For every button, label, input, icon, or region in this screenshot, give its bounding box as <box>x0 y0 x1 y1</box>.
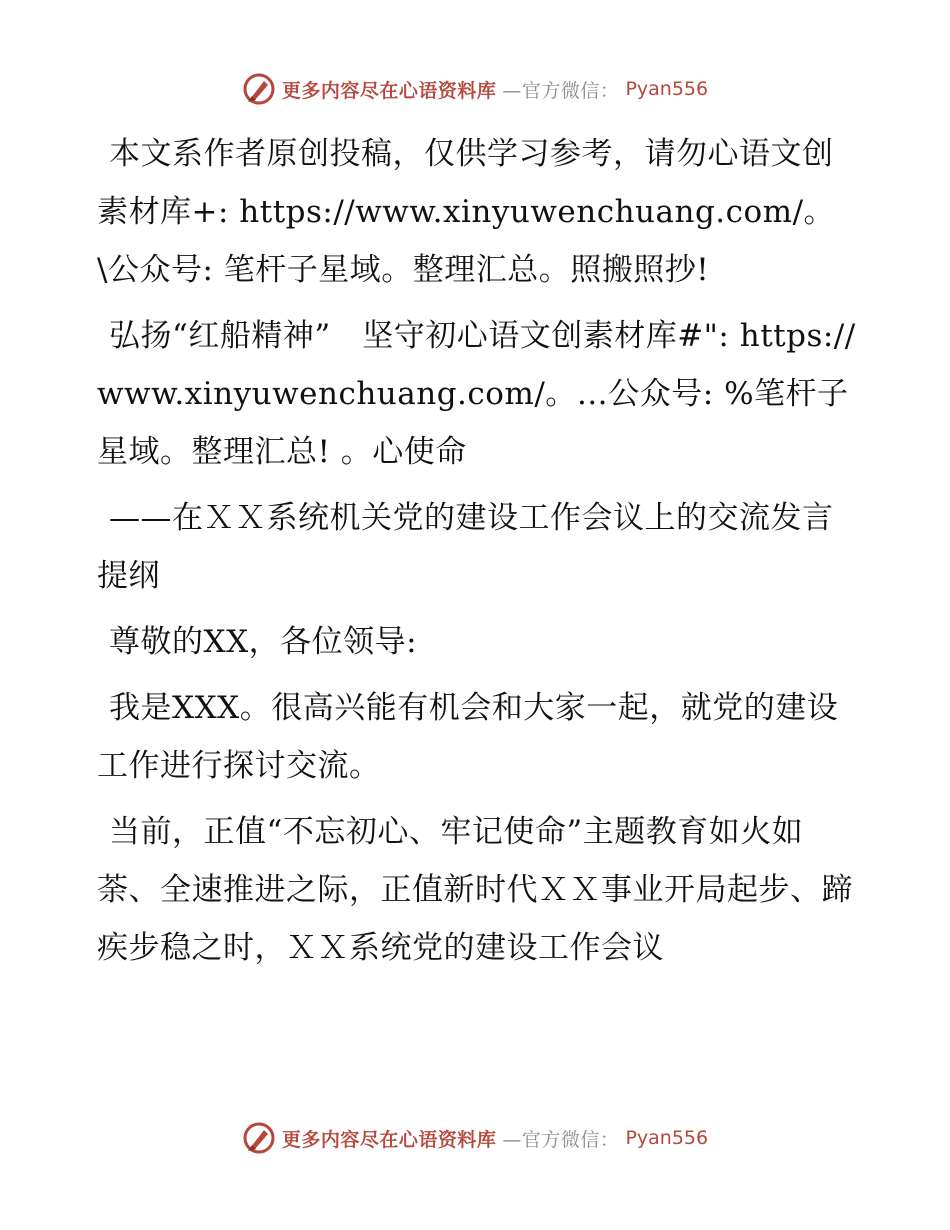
pen-logo-icon <box>242 1121 276 1155</box>
paragraph-subtitle: ——在ＸＸ系统机关党的建设工作会议上的交流发言提纲 <box>97 500 834 594</box>
paragraph-salutation: 尊敬的XX，各位领导: <box>109 624 418 660</box>
paragraph-disclaimer: 本文系作者原创投稿，仅供学习参考，请勿心语文创素材库+: https://www.xinyuwenchuang.com/。\公众号: 笔杆子星域。整理汇总。照搬照抄! <box>97 136 836 288</box>
paragraph-intro: 我是XXX。很高兴能有机会和大家一起，就党的建设工作进行探讨交流。 <box>97 690 839 784</box>
footer-watermark <box>0 1121 950 1155</box>
watermark-text: 更多内容尽在心语资料库 <box>281 79 497 102</box>
pen-logo-icon <box>242 72 276 106</box>
paragraph-title: 弘扬“红船精神” 坚守初心语文创素材库#": https://www.xinyuwenchuang.com/。…公众号: %笔杆子星域。整理汇总! 。心使命 <box>97 318 856 470</box>
watermark-separator: —官方微信： <box>502 79 620 102</box>
document-body <box>97 125 857 985</box>
watermark-separator: —官方微信： <box>502 1128 620 1151</box>
paragraph-body: 当前，正值“不忘初心、牢记使命”主题教育如火如荼、全速推进之际，正值新时代ＸＸ事业开局起步、蹄疾步稳之时，ＸＸ系统党的建设工作会议 <box>97 814 853 966</box>
watermark-text: 更多内容尽在心语资料库 <box>281 1128 497 1151</box>
watermark-wechat-id: Pyan556 <box>625 78 709 100</box>
header-watermark <box>0 72 950 106</box>
watermark-wechat-id: Pyan556 <box>625 1127 709 1149</box>
